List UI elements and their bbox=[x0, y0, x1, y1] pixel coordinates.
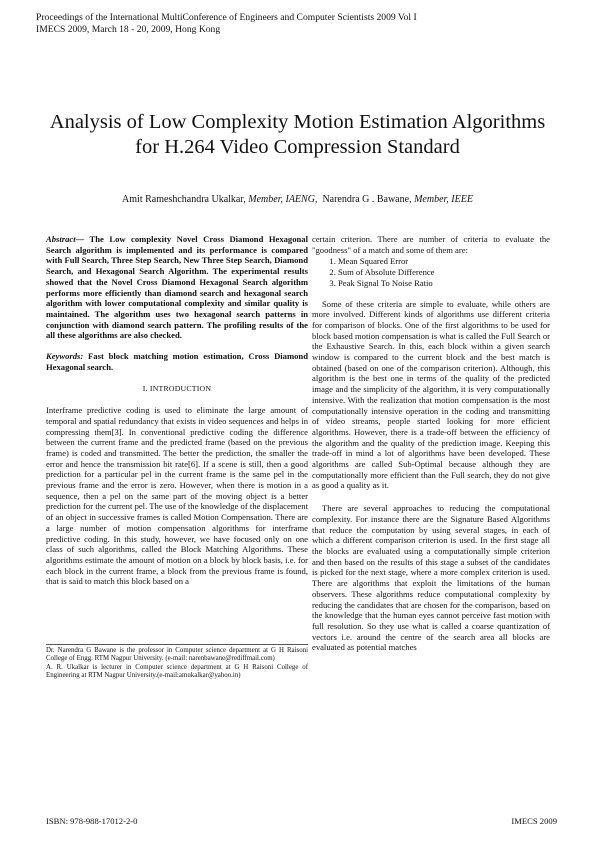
conference-line-2: IMECS 2009, March 18 - 20, 2009, Hong Kong bbox=[36, 24, 221, 35]
complexity-paragraph: There are several approaches to reducing the computational complexity. For instance there are the Signature Based Algorithms that reduce the computation by using several stages, in each of which a different comparison criterion is used. In the first stage all the blocks are evaluated using a computationally simple criterion and then based on the results of this stage a subset of the candidates is picked for the next stage, where a more complex criterion is used. There are algorithms that exploit the limitations of the human observers. These algorithms reduce computational complexity by reducing the candidates that are chosen for the comparison, based on the knowledge that the human eyes cannot perceive fast motion with full resolution. So they use what is called a coarse quantization of vectors i.e. around the centre of the search area all blocks are evaluated as potential matches bbox=[312, 503, 550, 653]
left-column bbox=[46, 234, 308, 587]
author-footnotes bbox=[46, 644, 308, 680]
abstract-dash: — bbox=[75, 234, 90, 244]
keywords bbox=[46, 351, 308, 372]
criteria-list bbox=[326, 256, 550, 288]
author-2-role: Member, IEEE bbox=[414, 194, 473, 205]
conference-header bbox=[36, 12, 417, 36]
footer-conference: IMECS 2009 bbox=[511, 816, 557, 826]
author-1-role: Member, IAENG bbox=[248, 194, 315, 205]
right-column bbox=[312, 234, 550, 653]
list-item: 3. Peak Signal To Noise Ratio bbox=[338, 278, 550, 289]
intro-paragraph-1: Interframe predictive coding is used to eliminate the large amount of temporal and spatial redundancy that exists in video sequences and helps in compressing them[3]. In conventional predictive coding the difference between the current frame and the predicted frame (based on the previous frame) is coded and transmitted. The better the prediction, the smaller the error and hence the transmission bit rate[6]. If a scene is still, then a good prediction for a particular pel in the current frame is the same pel in the previous frame and the error is zero. However, when there is motion in a sequence, then a pel on the same part of the moving object is a better prediction for the current pel. The use of the knowledge of the displacement of an object in successive frames is called Motion Compensation. There are a large number of motion compensation algorithms for interframe predictive coding. In this study, however, we have focused only on one class of such algorithms, called the Block Matching Algorithms. These algorithms estimate the amount of motion on a block by block basis, i.e. for each block in the current frame, a block from the previous frame is found, that is said to match this block based on a bbox=[46, 405, 308, 587]
abstract-label: Abstract bbox=[46, 234, 76, 244]
section-heading-introduction: I. INTRODUCTION bbox=[142, 384, 212, 394]
paper-title: Analysis of Low Complexity Motion Estimation Algorithms for H.264 Video Compression Standard bbox=[49, 111, 546, 158]
list-item: 2. Sum of Absolute Difference bbox=[338, 267, 550, 278]
criteria-intro-paragraph: certain criterion. There are number of criteria to evaluate the "goodness" of a match and some of them are: bbox=[312, 234, 550, 255]
list-item: 1. Mean Squared Error bbox=[338, 256, 550, 267]
author-1-name: Amit Rameshchandra Ukalkar, bbox=[122, 194, 249, 205]
footer-isbn: ISBN: 978-988-17012-2-0 bbox=[46, 816, 138, 826]
footnote-2: A. R. Ukalkar is lecturer in Computer science department at G H Raisoni College of Engineering at RTM Nagpur University.(e-mail:amukalkar@yahoo.in) bbox=[46, 663, 308, 679]
keywords-label: Keywords: bbox=[46, 351, 84, 362]
full-search-paragraph: Some of these criteria are simple to evaluate, while others are more involved. Different kinds of algorithms use different criteria for comparison of blocks. One of the first algorithms to be used for block based motion compensation is what is called the Full Search or the Exhaustive Search. In this, each block within a given search window is compared to the current block and the best match is obtained (based on one of the comparison criterion). Although, this algorithm is the best one in terms of the quality of the predicted image and the simplicity of the algorithm, it is very computationally intensive. With the realization that motion compensation is the most computationally intensive operation in the coding and transmitting of video streams, people started looking for more efficient algorithms. However, there is a trade-off between the efficiency of the algorithm and the quality of the prediction image. Keeping this trade-off in mind a lot of algorithms have been developed. These algorithms are called Sub-Optimal because although they are computationally more efficient than the Full search, they do not give as good a quality as it. bbox=[312, 298, 550, 491]
conference-line-1: Proceedings of the International MultiConference of Engineers and Computer Scientists 2009 Vol I bbox=[36, 12, 417, 23]
author-line: Amit Rameshchandra Ukalkar, Member, IAENG, Narendra G . Bawane, Member, IEEE bbox=[122, 194, 473, 205]
abstract-text: The Low complexity Novel Cross Diamond Hexagonal Search algorithm is implemented and its performance is compared with Full Search, Three Step Search, New Three Step Search, Diamond Search, and Hexagonal Search Algorithm. The experimental results showed that the Novel Cross Diamond Hexagonal Search algorithm performs more efficiently than diamond search and hexagonal search algorithm with lower computational complexity and similar quality is maintained. The algorithm uses two hexagonal search patterns in conjunction with diamond search pattern. The profiling results of the all these algorithms are also checked. bbox=[46, 234, 308, 341]
footnote-1: Dr. Narendra G Bawane is the professor in Computer science department at G H Raisoni College of Engg. RTM Nagpur University. (e-mail: narenbawane@rediffmail.com) bbox=[46, 647, 308, 663]
author-2-name: Narendra G . Bawane, bbox=[322, 194, 415, 205]
keywords-text: Fast block matching motion estimation, Cross Diamond Hexagonal search. bbox=[46, 351, 308, 372]
abstract bbox=[46, 234, 308, 341]
